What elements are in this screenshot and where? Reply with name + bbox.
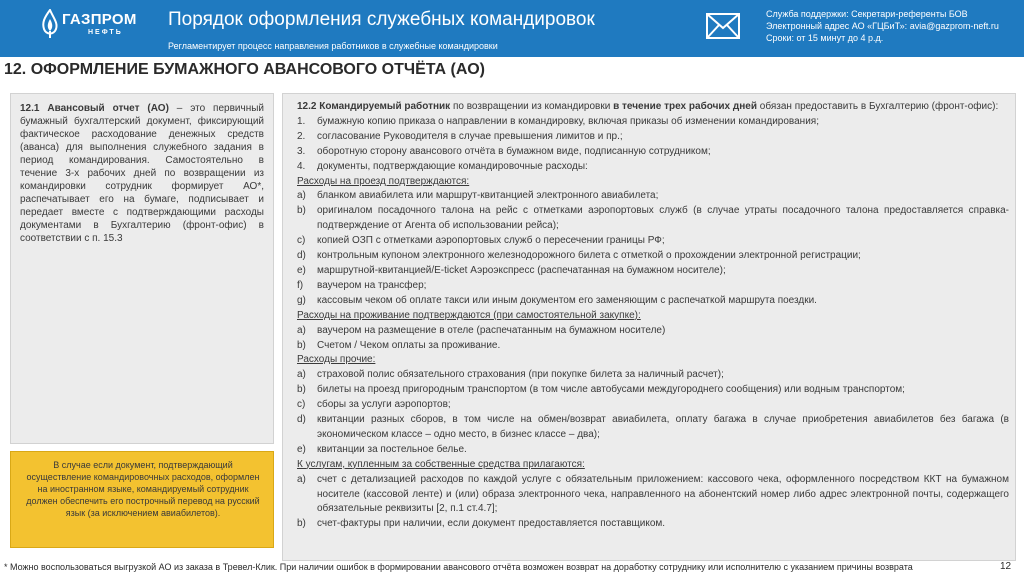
list-item bbox=[297, 189, 1009, 204]
hotel-list bbox=[297, 324, 1009, 354]
list-item-text: копией ОЗП с отметками аэропортовых служб о пересечении границы РФ; bbox=[317, 235, 665, 247]
list-marker: 2. bbox=[297, 130, 306, 142]
logo-name: ГАЗПРОМ bbox=[62, 11, 137, 28]
other-list bbox=[297, 368, 1009, 457]
list-item-text: кассовым чеком об оплате такси или иным документом его заменяющим с распечаткой маршрута поездки. bbox=[317, 294, 817, 306]
section-title: 12. ОФОРМЛЕНИЕ БУМАЖНОГО АВАНСОВОГО ОТЧЁТА (АО) bbox=[4, 61, 485, 78]
page-number: 12 bbox=[1000, 561, 1012, 572]
list-marker: c) bbox=[297, 235, 306, 247]
intro-text-end: обязан предоставить в Бухгалтерию (фронт-офис): bbox=[757, 101, 999, 112]
list-item bbox=[297, 398, 1009, 413]
list-marker: 4. bbox=[297, 160, 306, 172]
list-marker: a) bbox=[297, 473, 306, 485]
list-item bbox=[297, 517, 1009, 532]
footnote: * Можно воспользоваться выгрузкой АО из заказа в Тревел-Клик. При наличии ошибок в формировании авансового отчёта возможен возврат на доработку сотруднику или исполнителю с указанием причины возврата bbox=[4, 562, 913, 572]
travel-list bbox=[297, 189, 1009, 308]
list-item-text: Счетом / Чеком оплаты за проживание. bbox=[317, 339, 501, 351]
list-item-text: маршрутной-квитанцией/E-ticket Аэроэкспресс (распечатанная на бумажном носителе); bbox=[317, 264, 726, 276]
list-marker: g) bbox=[297, 294, 306, 306]
list-item-text: квитанции за постельное белье. bbox=[317, 443, 467, 455]
list-item bbox=[297, 115, 1009, 130]
list-marker: f) bbox=[297, 279, 304, 291]
list-item bbox=[297, 443, 1009, 458]
list-item-text: ваучером на размещение в отеле (распечатанным на бумажном носителе) bbox=[317, 324, 666, 336]
page-title: Порядок оформления служебных командировок bbox=[168, 9, 595, 30]
list-marker: e) bbox=[297, 443, 306, 455]
list-item bbox=[297, 264, 1009, 279]
list-item bbox=[297, 339, 1009, 354]
numbered-list bbox=[297, 115, 1009, 175]
list-marker: b) bbox=[297, 205, 306, 217]
list-marker: d) bbox=[297, 250, 306, 262]
list-marker: a) bbox=[297, 324, 306, 336]
requirements-intro bbox=[297, 100, 1009, 115]
note-text: В случае если документ, подтверждающий осуществление командировочных расходов, оформлен на иностранном языке, командируемый сотрудник должен обеспечить его построчный перевод на русский язык (за исключением авиабилетов). bbox=[26, 460, 260, 518]
own-funds-list bbox=[297, 473, 1009, 533]
right-panel bbox=[282, 93, 1016, 561]
list-marker: e) bbox=[297, 264, 306, 276]
list-item bbox=[297, 234, 1009, 249]
intro-text: по возвращении из командировки bbox=[450, 101, 614, 112]
list-item bbox=[297, 160, 1009, 175]
support-email[interactable]: Электронный адрес АО «ГЦБиТ»: avia@gazprom-neft.ru bbox=[766, 21, 999, 31]
flame-icon bbox=[40, 9, 60, 39]
list-item bbox=[297, 145, 1009, 160]
header-bar bbox=[0, 0, 1024, 57]
list-item-text: страховой полис обязательного страхования (при покупке билета за наличный расчет); bbox=[317, 369, 724, 381]
list-item bbox=[297, 130, 1009, 145]
list-marker: b) bbox=[297, 518, 306, 530]
list-marker: 3. bbox=[297, 145, 306, 157]
list-item bbox=[297, 324, 1009, 339]
list-item-text: оригиналом посадочного талона на рейс с отметками аэропортовых служб (в случае утраты посадочного талона предоставляется справка-подтверждение от Агента об использовании рейса); bbox=[317, 205, 1009, 232]
list-item bbox=[297, 413, 1009, 443]
advance-report-definition bbox=[20, 102, 264, 245]
documents-list bbox=[297, 100, 1009, 532]
list-item-text: бумажную копию приказа о направлении в командировку, включая приказы об изменении командирования; bbox=[317, 115, 819, 127]
list-item-text: билеты на проезд пригородным транспортом (в том числе автобусами междугороднего сообщения) или водным транспортом; bbox=[317, 384, 905, 396]
own-funds-heading: К услугам, купленным за собственные средства прилагаются: bbox=[297, 458, 585, 470]
definition-text: – это первичный бумажный бухгалтерский документ, фиксирующий фактическое расходование денежных средств (аванса) для выполнения служебного задания в период командирования. Самостоятельно в течение 3-х рабочих дней по возвращении из командировки сотрудник формирует АО*, распечатывает его на бумаге, подписывает и передает вместе с подтверждающими расходы документами в Бухгалтерию (фронт-офис) в соответствии с п. 15.3 bbox=[20, 103, 264, 244]
list-item bbox=[297, 249, 1009, 264]
list-item-text: согласование Руководителя в случае превышения лимитов и пр.; bbox=[317, 130, 623, 142]
page-subtitle: Регламентирует процесс направления работников в служебные командировки bbox=[168, 41, 498, 51]
list-marker: 1. bbox=[297, 115, 306, 127]
list-item bbox=[297, 473, 1009, 518]
list-marker: b) bbox=[297, 339, 306, 351]
travel-heading: Расходы на проезд подтверждаются: bbox=[297, 175, 470, 187]
list-marker: a) bbox=[297, 369, 306, 381]
other-heading: Расходы прочие: bbox=[297, 354, 376, 366]
list-marker: a) bbox=[297, 190, 306, 202]
list-marker: b) bbox=[297, 384, 306, 396]
support-line: Служба поддержки: Секретари-референты БОВ bbox=[766, 9, 968, 19]
intro-bold-deadline: в течение трех рабочих дней bbox=[613, 101, 757, 112]
list-item bbox=[297, 368, 1009, 383]
definition-term: 12.1 Авансовый отчет (АО) bbox=[20, 103, 169, 114]
list-item-text: счет-фактуры при наличии, если документ предоставляется поставщиком. bbox=[317, 518, 666, 530]
list-item bbox=[297, 294, 1009, 309]
foreign-language-note bbox=[10, 451, 274, 548]
company-logo bbox=[40, 9, 150, 39]
list-item-text: контрольным купоном электронного железнодорожного билета с отметкой о прохождении электронной регистрации; bbox=[317, 250, 861, 262]
list-item-text: счет с детализацией расходов по каждой услуге с обязательным приложением: кассового чека, оформленного посредством ККТ на бумажном носителе (кассовой ленте) и (или) образа электронного чека, направленного на абонентский номер либо адрес электронной почты, содержащего обязательные реквизиты [2, п.1 ст.4.7]; bbox=[317, 473, 1009, 515]
list-item-text: сборы за услуги аэропортов; bbox=[317, 399, 451, 411]
logo-subtext: НЕФТЬ bbox=[88, 29, 123, 36]
support-info bbox=[766, 8, 1016, 44]
list-item-text: бланком авиабилета или маршрут-квитанцией электронного авиабилета; bbox=[317, 190, 659, 202]
list-item-text: оборотную сторону авансового отчёта в бумажном виде, подписанную сотрудником; bbox=[317, 145, 711, 157]
list-item bbox=[297, 204, 1009, 234]
list-item bbox=[297, 383, 1009, 398]
left-panel bbox=[10, 93, 274, 444]
list-item bbox=[297, 279, 1009, 294]
list-item-text: квитанции разных сборов, в том числе на обмен/возврат авиабилета, оплату багажа в случае приобретения авиабилетов без багажа (в экономическом классе – одно место, в бизнес классе – два); bbox=[317, 414, 1009, 440]
support-terms: Сроки: от 15 минут до 4 р.д. bbox=[766, 33, 884, 43]
list-item-text: ваучером на трансфер; bbox=[317, 279, 427, 291]
mail-icon[interactable] bbox=[706, 13, 740, 39]
intro-bold-subject: 12.2 Командируемый работник bbox=[297, 101, 451, 112]
list-marker: c) bbox=[297, 399, 306, 411]
hotel-heading: Расходы на проживание подтверждаются (при самостоятельной закупке): bbox=[297, 309, 641, 321]
list-item-text: документы, подтверждающие командировочные расходы: bbox=[317, 160, 588, 172]
list-marker: d) bbox=[297, 414, 306, 426]
